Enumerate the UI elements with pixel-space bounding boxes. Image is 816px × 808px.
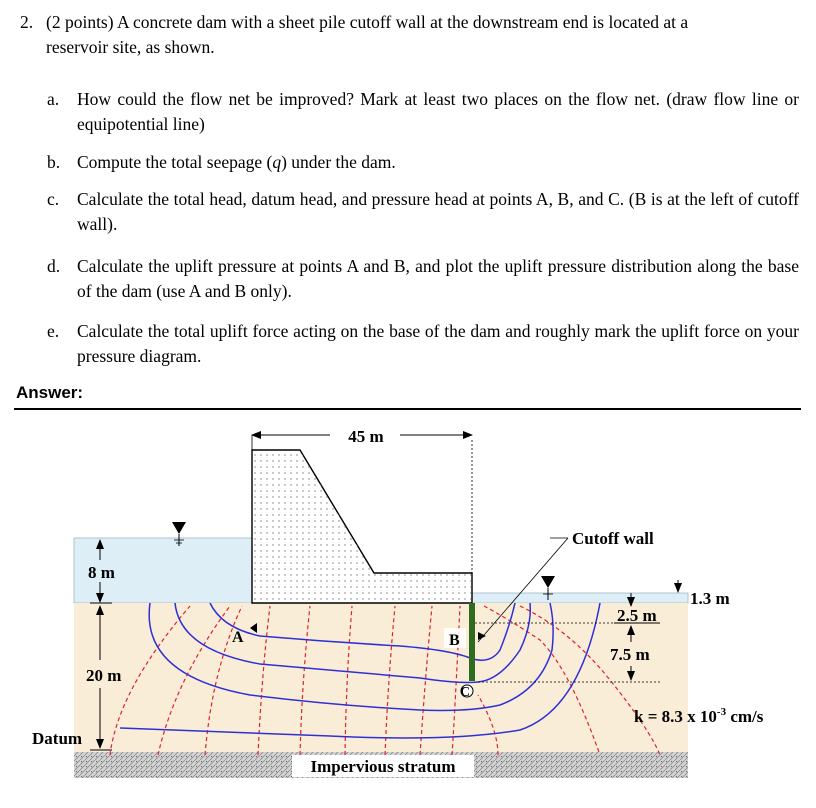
water-level-icon xyxy=(172,522,186,534)
point-b-label: B xyxy=(449,632,460,649)
item-text: Calculate the uplift pressure at points A and B, and plot the uplift pressure distribution along the base of the dam (use A and B only). xyxy=(77,256,799,301)
item-text: Calculate the total head, datum head, and pressure head at points A, B, and C. (B is at the left of cutoff wall). xyxy=(77,189,799,234)
question-header xyxy=(20,10,800,60)
dim-wall-label: 7.5 m xyxy=(610,645,650,664)
dim-b-depth-label: 2.5 m xyxy=(617,606,657,625)
item-text-pre: Compute the total seepage ( xyxy=(77,152,273,172)
dim-tail-water-label: 1.3 m xyxy=(690,589,730,608)
item-text-var: q xyxy=(272,152,282,172)
datum-label: Datum xyxy=(32,729,83,748)
item-label: b. xyxy=(47,152,61,172)
question-item-e xyxy=(47,319,799,369)
impervious-label: Impervious stratum xyxy=(310,757,456,776)
question-intro-line1: (2 points) A concrete dam with a sheet pile cutoff wall at the downstream end is located at a xyxy=(46,12,689,32)
permeability-value: k = 8.3 x 10 xyxy=(634,707,717,726)
permeability-label xyxy=(634,706,764,726)
cutoff-wall-label: Cutoff wall xyxy=(572,529,654,548)
question-item-a xyxy=(47,87,799,137)
item-text xyxy=(77,150,799,175)
answer-label: Answer: xyxy=(16,383,84,402)
question-item-c xyxy=(47,187,799,237)
item-text: How could the flow net be improved? Mark at least two places on the flow net. (draw flow line or equipotential line) xyxy=(77,89,799,134)
question-intro xyxy=(46,10,800,60)
dim-width-label: 45 m xyxy=(348,427,384,446)
concrete-dam-texture xyxy=(252,450,472,603)
point-c-label: C xyxy=(460,685,471,700)
question-intro-line2: reservoir site, as shown. xyxy=(46,37,215,57)
item-text: Calculate the total uplift force acting on the base of the dam and roughly mark the uplift force on your pressure diagram. xyxy=(77,321,799,366)
permeability-unit: cm/s xyxy=(726,707,764,726)
dim-upstream-water-label: 8 m xyxy=(88,563,115,582)
question-item-b xyxy=(47,150,799,175)
dim-soil-depth-label: 20 m xyxy=(86,666,122,685)
permeability-exponent: -3 xyxy=(716,706,727,718)
item-label: c. xyxy=(47,189,60,209)
item-label: d. xyxy=(47,256,61,276)
tailwater-level-icon xyxy=(541,576,555,588)
point-a-label: A xyxy=(232,629,244,646)
dam-flow-net-figure xyxy=(0,410,816,808)
item-label: e. xyxy=(47,321,60,341)
cutoff-wall xyxy=(469,603,475,681)
tail-water xyxy=(472,593,688,603)
item-label: a. xyxy=(47,89,60,109)
question-item-d xyxy=(47,254,799,304)
item-text-post: ) under the dam. xyxy=(281,152,396,172)
question-number: 2. xyxy=(20,12,34,32)
